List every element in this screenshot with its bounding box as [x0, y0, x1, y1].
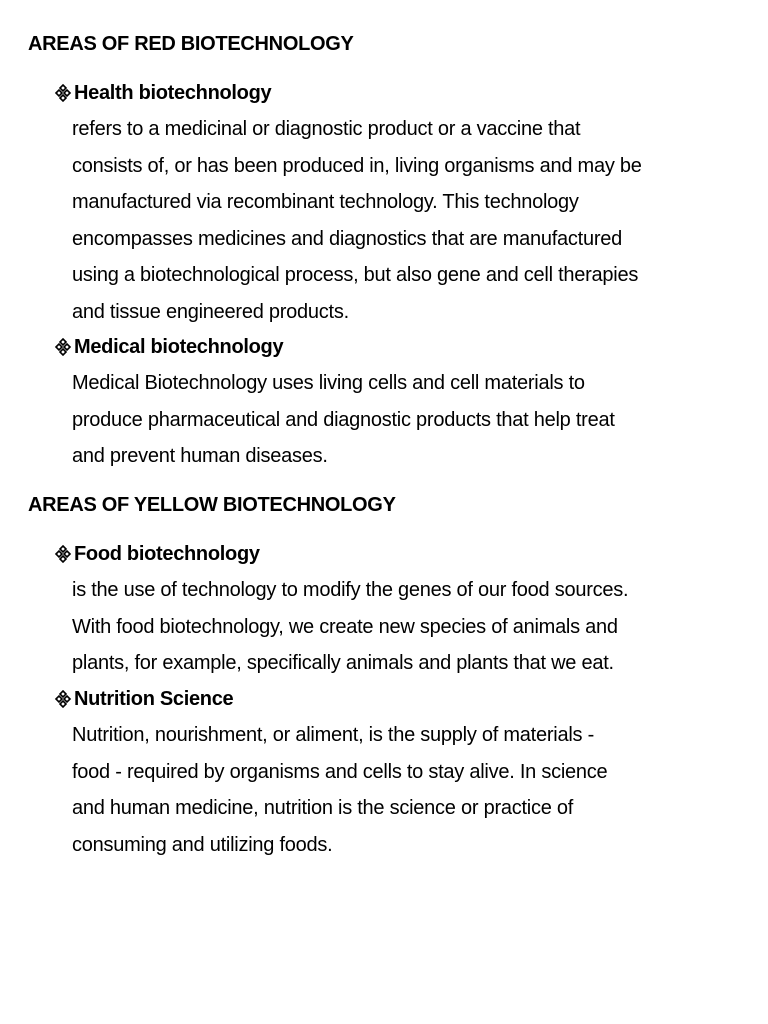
body-line: Medical Biotechnology uses living cells and cell materials to [72, 372, 585, 394]
item-body-food-biotechnology [72, 572, 752, 682]
four-diamond-bullet-icon [54, 690, 72, 708]
section-heading-red-biotechnology: AREAS OF RED BIOTECHNOLOGY [28, 33, 354, 55]
body-line: With food biotechnology, we create new species of animals and [72, 615, 618, 638]
body-line: manufactured via recombinant technology. This technology [72, 191, 579, 213]
item-heading-medical-biotechnology [54, 334, 283, 360]
item-title: Food biotechnology [74, 543, 260, 565]
item-heading-health-biotechnology [54, 80, 271, 106]
body-line: plants, for example, specifically animals and plants that we eat. [72, 652, 614, 674]
section-heading-yellow-biotechnology: AREAS OF YELLOW BIOTECHNOLOGY [28, 494, 396, 516]
item-heading-nutrition-science [54, 686, 233, 712]
body-line: and human medicine, nutrition is the science or practice of [72, 797, 574, 819]
body-line: Nutrition, nourishment, or aliment, is the supply of materials - [72, 724, 594, 746]
item-title: Health biotechnology [74, 82, 272, 104]
body-line: food - required by organisms and cells to stay alive. In science [72, 760, 608, 783]
body-line: consists of, or has been produced in, living organisms and may be [72, 154, 642, 177]
body-line: is the use of technology to modify the genes of our food sources. [72, 579, 629, 601]
body-line: encompasses medicines and diagnostics that are manufactured [72, 227, 623, 250]
four-diamond-bullet-icon [54, 84, 72, 102]
item-body-medical-biotechnology [72, 365, 752, 475]
four-diamond-bullet-icon [54, 545, 72, 563]
body-line: consuming and utilizing foods. [72, 833, 333, 856]
four-diamond-bullet-icon [54, 338, 72, 356]
body-line: using a biotechnological process, but also gene and cell therapies [72, 264, 639, 286]
item-title: Nutrition Science [74, 688, 234, 710]
item-title: Medical biotechnology [74, 336, 284, 358]
body-line: produce pharmaceutical and diagnostic products that help treat [72, 408, 615, 431]
body-line: and tissue engineered products. [72, 300, 349, 323]
item-heading-food-biotechnology [54, 541, 260, 567]
body-line: refers to a medicinal or diagnostic product or a vaccine that [72, 118, 581, 140]
body-line: and prevent human diseases. [72, 445, 328, 467]
item-body-health-biotechnology [72, 111, 752, 330]
item-body-nutrition-science [72, 717, 752, 863]
